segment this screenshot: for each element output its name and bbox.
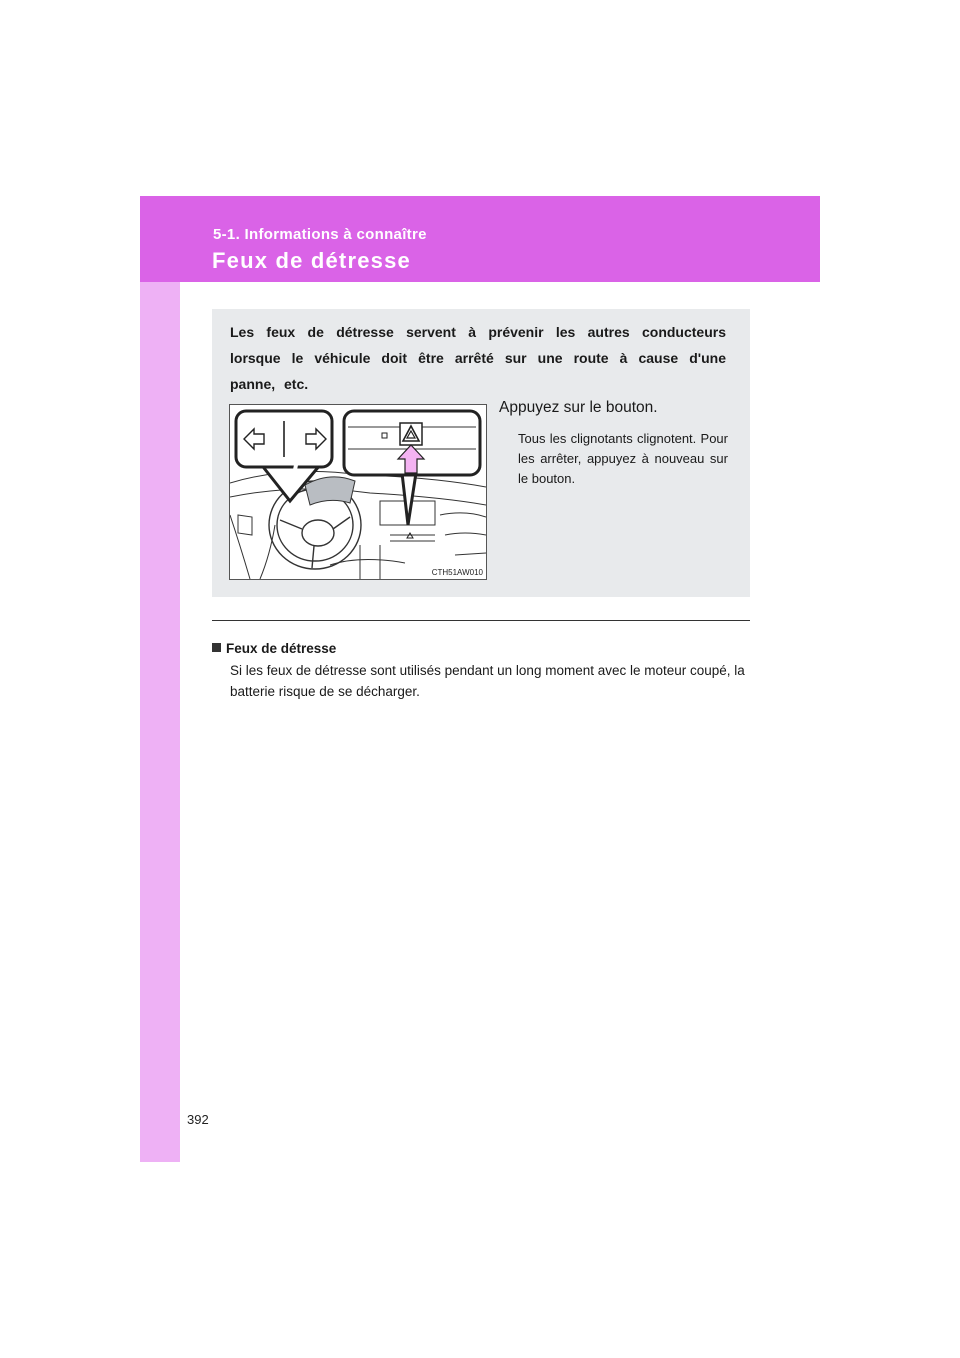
note-body: Si les feux de détresse sont utilisés pendant un long moment avec le moteur coupé, la batterie risque de se décharger. [230,663,745,699]
page-number: 392 [187,1112,209,1127]
figure-code: CTH51AW010 [431,568,483,577]
note-title: Feux de détresse [226,641,337,656]
section-label: 5-1. Informations à connaître [213,226,427,243]
dashboard-illustration [229,404,487,580]
step-title: Appuyez sur le bouton. [499,399,658,416]
hazard-button-diagram [230,405,486,579]
intro-box [212,309,750,597]
divider [212,620,750,621]
note-heading [212,641,336,656]
side-color-band [140,196,180,1162]
page-header [140,196,820,282]
page-title: Feux de détresse [212,248,411,273]
square-bullet-icon [212,643,221,652]
hazard-button-callout [344,411,480,538]
step-description: Tous les clignotants clignotent. Pour les arrêter, appuyez à nouveau sur le bouton. [518,431,728,486]
intro-text: Les feux de détresse servent à prévenir les autres conducteurs lorsque le véhicule doit être arrêté sur une route à cause d'une panne, etc. [230,324,726,392]
